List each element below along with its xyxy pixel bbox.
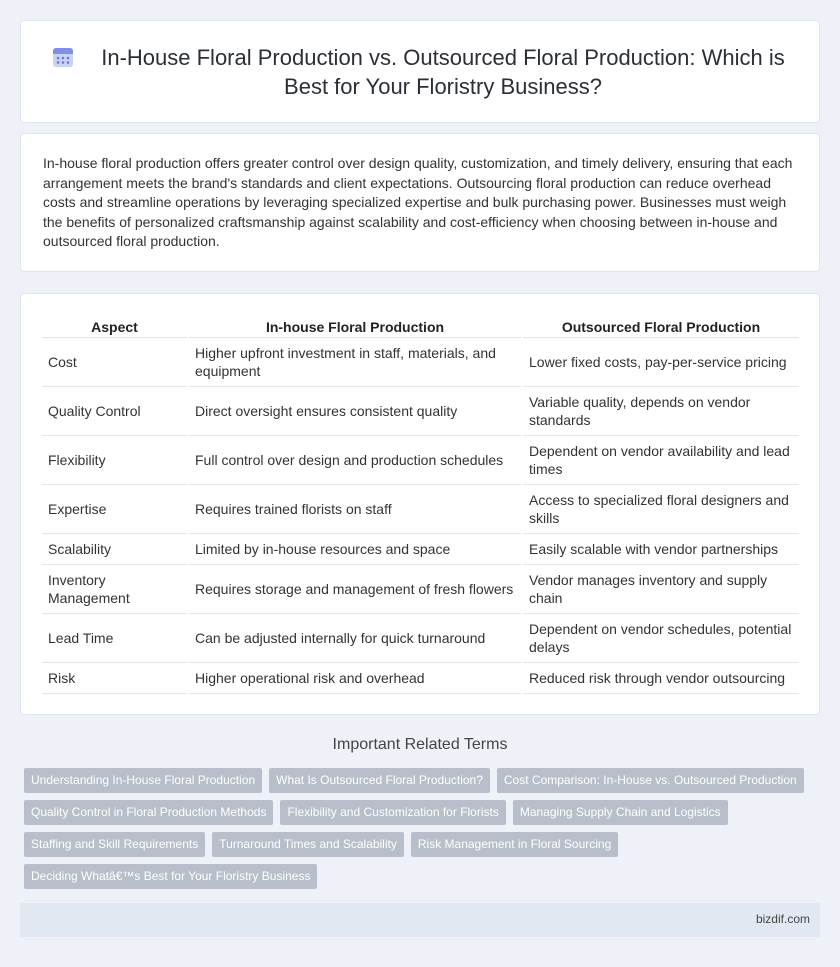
related-terms-heading: Important Related Terms xyxy=(332,736,508,753)
outsourced-cell: Lower fixed costs, pay-per-service pricing xyxy=(522,337,799,386)
intro-paragraph: In-house floral production offers greater control over design quality, customization, and timely delivery, ensuring that each arrangement meets the brand's standards and client expectations. Outsourcing floral production can reduce overhead costs and streamline operations by leveraging specialized expertise and bulk purchasing power. Businesses must weigh the benefits of personalized craftsmanship against scalability and cost-efficiency when choosing between in-house and outsourced floral production. xyxy=(43,155,793,249)
aspect-cell: Scalability xyxy=(42,533,188,564)
footer-brand-link[interactable]: bizdif.com xyxy=(755,912,810,926)
outsourced-cell: Easily scalable with vendor partnerships xyxy=(522,533,799,564)
in-house-cell: Requires trained florists on staff xyxy=(188,484,522,533)
outsourced-cell: Access to specialized floral designers and skills xyxy=(522,484,799,533)
title-card xyxy=(20,20,820,123)
comparison-card xyxy=(20,293,820,715)
outsourced-cell: Dependent on vendor schedules, potential delays xyxy=(522,613,799,662)
outsourced-cell: Vendor manages inventory and supply chain xyxy=(522,564,799,613)
in-house-cell: Full control over design and production schedules xyxy=(188,435,522,484)
aspect-cell: Lead Time xyxy=(42,613,188,662)
in-house-cell: Limited by in-house resources and space xyxy=(188,533,522,564)
in-house-cell: Requires storage and management of fresh flowers xyxy=(188,564,522,613)
calendar-icon xyxy=(51,45,75,69)
related-terms-tags xyxy=(24,768,824,896)
outsourced-cell: Reduced risk through vendor outsourcing xyxy=(522,662,799,693)
table-row xyxy=(42,564,799,613)
related-tag[interactable]: What Is Outsourced Floral Production? xyxy=(269,768,490,793)
table-row xyxy=(42,533,799,564)
outsourced-cell: Dependent on vendor availability and lead times xyxy=(522,435,799,484)
table-header-row xyxy=(42,313,799,337)
table-row xyxy=(42,484,799,533)
outsourced-cell: Variable quality, depends on vendor standards xyxy=(522,386,799,435)
comparison-table xyxy=(42,313,799,694)
footer xyxy=(20,903,820,937)
intro-card xyxy=(20,133,820,272)
header-outsourced: Outsourced Floral Production xyxy=(522,313,799,337)
page-title: In-House Floral Production vs. Outsourced Floral Production: Which is Best for Your Floristry Business? xyxy=(101,44,785,99)
table-row xyxy=(42,613,799,662)
table-row xyxy=(42,435,799,484)
aspect-cell: Quality Control xyxy=(42,386,188,435)
related-tag[interactable]: Deciding Whatâ€™s Best for Your Floristry Business xyxy=(24,864,317,889)
related-tag[interactable]: Cost Comparison: In-House vs. Outsourced Production xyxy=(497,768,804,793)
aspect-cell: Risk xyxy=(42,662,188,693)
in-house-cell: Higher operational risk and overhead xyxy=(188,662,522,693)
related-tag[interactable]: Flexibility and Customization for Florists xyxy=(280,800,505,825)
in-house-cell: Direct oversight ensures consistent quality xyxy=(188,386,522,435)
header-aspect: Aspect xyxy=(42,313,188,337)
aspect-cell: Flexibility xyxy=(42,435,188,484)
header-in-house: In-house Floral Production xyxy=(188,313,522,337)
related-tag[interactable]: Staffing and Skill Requirements xyxy=(24,832,205,857)
related-tag[interactable]: Quality Control in Floral Production Methods xyxy=(24,800,273,825)
in-house-cell: Higher upfront investment in staff, materials, and equipment xyxy=(188,337,522,386)
in-house-cell: Can be adjusted internally for quick turnaround xyxy=(188,613,522,662)
related-tag[interactable]: Managing Supply Chain and Logistics xyxy=(513,800,728,825)
related-tag[interactable]: Risk Management in Floral Sourcing xyxy=(411,832,618,857)
aspect-cell: Expertise xyxy=(42,484,188,533)
aspect-cell: Inventory Management xyxy=(42,564,188,613)
table-row xyxy=(42,337,799,386)
aspect-cell: Cost xyxy=(42,337,188,386)
table-row xyxy=(42,662,799,693)
table-row xyxy=(42,386,799,435)
related-tag[interactable]: Understanding In-House Floral Production xyxy=(24,768,262,793)
related-tag[interactable]: Turnaround Times and Scalability xyxy=(212,832,404,857)
